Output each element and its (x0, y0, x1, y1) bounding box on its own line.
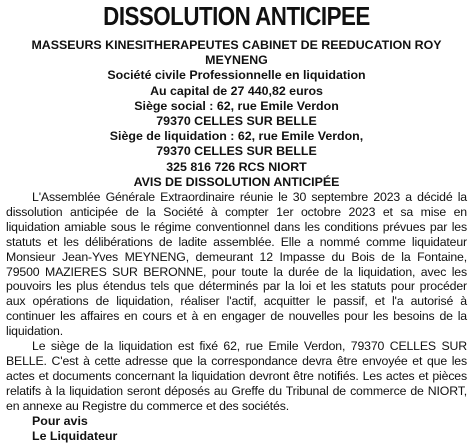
company-name-line-1: MASSEURS KINESITHERAPEUTES CABINET DE REEDUCATION ROY (31, 38, 442, 52)
company-legal-form: Société civile Professionnelle en liquidation (107, 68, 366, 83)
liquidation-office-city: 79370 CELLES SUR BELLE (156, 144, 317, 159)
notice-subtitle: AVIS DE DISSOLUTION ANTICIPÉE (133, 174, 340, 189)
registered-office-city: 79370 CELLES SUR BELLE (156, 114, 317, 129)
company-header (6, 38, 467, 190)
signoff-for-notice: Pour avis (32, 413, 88, 428)
notice-title: DISSOLUTION ANTICIPEE (103, 1, 370, 31)
paragraph-liquidation-office: Le siège de la liquidation est fixé 62, rue Emile Verdon, 79370 CELLES SUR BELLE. C'est à cette adresse que la correspondance devra être envoyée et que les actes et documents concernant la liquidation devront être notifiés. Les actes et pièces relatifs à la liquidation seront déposés au Greffe du Tribunal de commerce de NIORT, en annexe au Registre du commerce et des sociétés. (6, 339, 467, 413)
company-capital: Au capital de 27 440,82 euros (150, 83, 323, 98)
signoff-liquidator: Le Liquidateur (32, 428, 118, 443)
rcs-number: 325 816 726 RCS NIORT (166, 159, 307, 174)
paragraph-dissolution: L'Assemblée Générale Extraordinaire réunie le 30 septembre 2023 a décidé la dissolution anticipée de la Société à compter 1er octobre 2023 et sa mise en liquidation amiable sous le régime conventionnel dans les conditions prévues par les statuts et les délibérations de ladite assemblée. Elle a nommé comme liquidateur Monsieur Jean-Yves MEYNENG, demeurant 12 Impasse du Bois de la Fontaine, 79500 MAZIERES SUR BERONNE, pour toute la durée de la liquidation, avec les pouvoirs les plus étendus tels que déterminés par la loi et les statuts pour procéder aux opérations de liquidation, réaliser l'actif, acquitter le passif, et l'a autorisé à continuer les affaires en cours et à en engager de nouvelles pour les besoins de la liquidation. (6, 190, 467, 339)
registered-office: Siège social : 62, rue Emile Verdon (134, 98, 339, 113)
liquidation-office: Siège de liquidation : 62, rue Emile Verdon, (109, 129, 364, 144)
company-name-line-2: MEYNENG (205, 53, 268, 68)
